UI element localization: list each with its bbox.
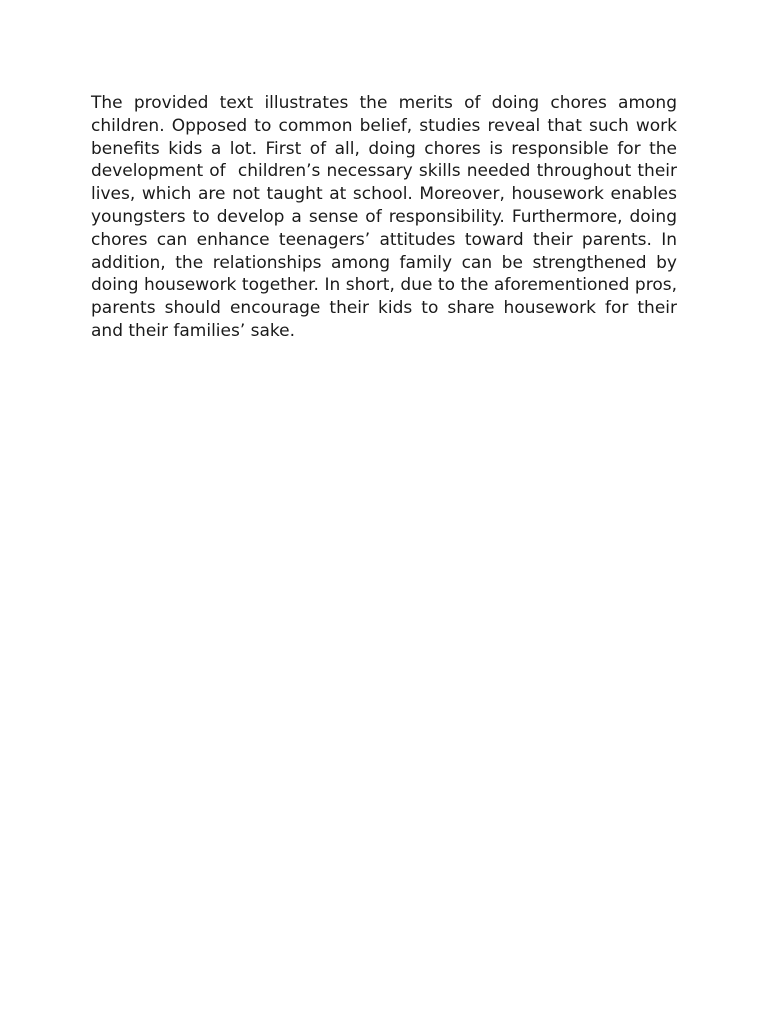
body-paragraph: The provided text illustrates the merits of doing chores among children. Opposed to common belief, studies reveal that such work benefits kids a lot. First of all, doing chores is responsible for the development of children’s necessary skills needed throughout their lives, which are not taught at school. Moreover, housework enables youngsters to develop a sense of responsibility. Furthermore, doing chores can enhance teenagers’ attitudes toward their parents. In addition, the relationships among family can be strengthened by doing housework together. In short, due to the aforementioned pros, parents should encourage their kids to share housework for their and their families’ sake. [91, 93, 683, 341]
